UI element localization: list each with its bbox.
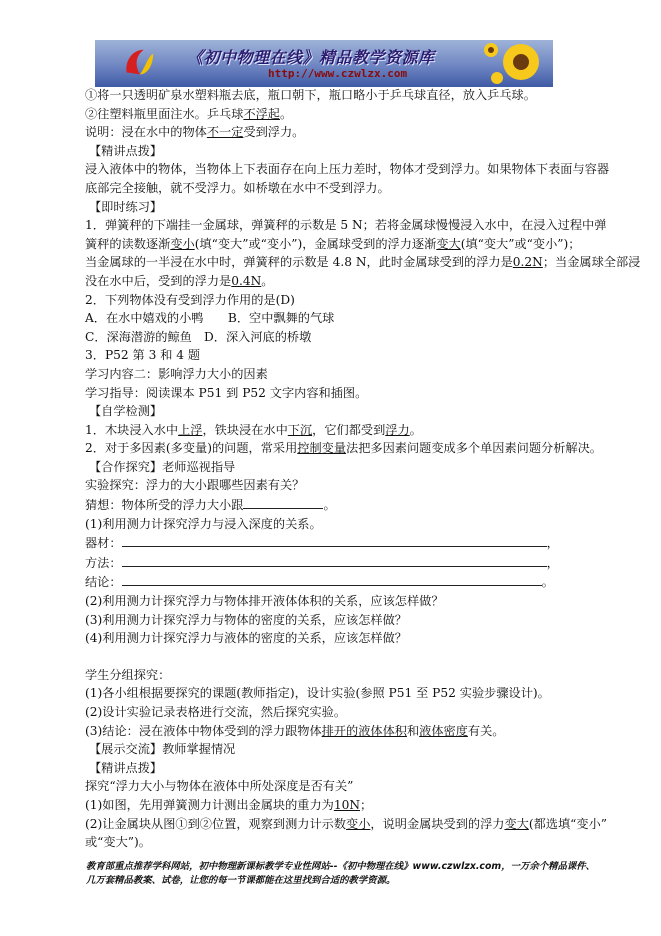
conclusion-line: 结论： 。	[85, 572, 585, 592]
group-step-2: (2)设计实验记录表格进行交流，然后探究实验。	[85, 705, 347, 719]
fill-blank[interactable]	[122, 533, 547, 547]
sunflower-icon	[477, 40, 547, 87]
section-heading: 【精讲点拨】	[89, 760, 163, 775]
fill-blank[interactable]	[122, 572, 542, 586]
section-heading: 【合作探究】老师巡视指导	[89, 459, 236, 474]
question-2-options: C．深海潜游的鲸鱼 D．深入河底的桥墩	[85, 329, 312, 344]
answer: 不一定	[206, 125, 244, 140]
answer: 变大	[436, 236, 461, 251]
banner-title: 《初中物理在线》精品教学资源库	[187, 48, 435, 67]
answer: 10N	[333, 797, 361, 812]
document-body	[85, 86, 641, 852]
answer: 控制变量	[297, 441, 347, 456]
group-step-1: (1)各小组根据要探究的课题(教师指定)，设计实验(参照 P51 至 P52 实验步骤设计)。	[85, 686, 550, 701]
answer: 液体密度	[419, 723, 468, 738]
self-test-2: 2．对于多因素(多变量)的问题，常采用控制变量法把多因素问题变成多个单因素问题分析解决。	[85, 441, 602, 456]
answer: 下沉	[287, 422, 313, 437]
banner-url[interactable]: http://www.czwlzx.com	[268, 67, 408, 80]
part-2: (2)利用测力计探究浮力与物体排开液体体积的关系，应该怎样做？	[85, 594, 444, 609]
paragraph: 浸入液体中的物体，当物体上下表面存在向上压力差时，物体才受到浮力。如果物体下表面与容器	[85, 162, 610, 177]
question-1-cont: 当金属球的一半浸在水中时，弹簧秤的示数是 4.8 N，此时金属球受到的浮力是0.2N；当金属球全部浸	[85, 255, 641, 270]
section-heading: 【展示交流】教师掌握情况	[89, 742, 236, 757]
content-title: 学习内容二：影响浮力大小的因素	[85, 366, 268, 381]
section-heading: 【精讲点拨】	[89, 143, 163, 158]
answer: 排开的液体体积	[321, 723, 407, 738]
site-logo-icon	[119, 44, 157, 82]
step-2: ②往塑料瓶里面注水。乒乓球不浮起。	[85, 106, 293, 121]
paragraph: 底部完全接触，就不受浮力。如桥墩在水中不受到浮力。	[85, 180, 390, 195]
method-line: 方法： ，	[85, 553, 585, 573]
self-test-1: 1．木块浸入水中上浮，铁块浸在水中下沉，它们都受到浮力。	[85, 422, 422, 437]
footer	[86, 860, 595, 888]
question-3: 3．P52 第 3 和 4 题	[85, 348, 201, 363]
part-1: (1)利用测力计探究浮力与浸入深度的关系。	[85, 516, 322, 531]
answer: 变小	[170, 236, 195, 251]
part-4: (4)利用测力计探究浮力与液体的密度的关系，应该怎样做？	[85, 631, 407, 646]
section-heading: 【自学检测】	[89, 404, 163, 419]
group-title: 学生分组探究：	[85, 667, 171, 682]
explore-title: 探究“浮力大小与物体在液体中所处深度是否有关”	[85, 779, 354, 794]
fill-blank[interactable]	[122, 553, 547, 567]
answer: 浮力	[385, 422, 410, 437]
guess-line: 猜想：物体所受的浮力大小跟 。	[85, 495, 585, 515]
explanation: 说明：浸在水中的物体不一定受到浮力。	[85, 125, 305, 140]
answer: 不浮起	[243, 106, 280, 121]
answer: 变大	[504, 816, 529, 831]
question-2: 2．下列物体没有受到浮力作用的是(D)	[85, 292, 295, 307]
answer: 0.4N	[231, 273, 262, 288]
equipment-line: 器材： ，	[85, 533, 585, 553]
header-banner	[95, 40, 553, 87]
step-1: ①将一只透明矿泉水塑料瓶去底，瓶口朝下，瓶口略小于乒乓球直径，放入乒乓球。	[85, 88, 536, 102]
fill-blank[interactable]	[243, 495, 323, 509]
explore-step-2-cont: 或“变大”)。	[85, 835, 151, 850]
answer: 变小	[346, 816, 371, 831]
answer: 0.2N	[512, 255, 543, 270]
part-3: (3)利用测力计探究浮力与物体的密度的关系，应该怎样做？	[85, 612, 407, 627]
question-2-options: A．在水中嬉戏的小鸭 B．空中飘舞的气球	[85, 311, 335, 326]
explore-step-1: (1)如图，先用弹簧测力计测出金属块的重力为10N；	[85, 797, 373, 812]
group-step-3: (3)结论：浸在液体中物体受到的浮力跟物体排开的液体体积和液体密度有关。	[85, 723, 505, 738]
footer-line: 几万套精品教案、试卷，让您的每一节课都能在这里找到合适的教学资源。	[86, 875, 396, 886]
study-guide: 学习指导：阅读课本 P51 到 P52 文字内容和插图。	[85, 385, 368, 400]
spacer	[85, 648, 585, 666]
question-1-cont: 簧秤的读数逐渐变小(填“变大”或“变小”)，金属球受到的浮力逐渐变大(填“变大”或“变小”)；	[85, 236, 581, 251]
footer-line: 教育部重点推荐学科网站，初中物理新课标教学专业性网站--《初中物理在线》www.czwlzx.com，一万余个精品课件、	[86, 861, 595, 872]
explore-step-2: (2)让金属块从图①到②位置，观察到测力计示数变小，说明金属块受到的浮力变大(都选填“变小”	[85, 816, 607, 831]
answer: 上浮	[178, 422, 203, 437]
question-1-cont: 没在水中后，受到的浮力是0.4N。	[85, 273, 274, 288]
question-1: 1．弹簧秤的下端挂一金属球，弹簧秤的示数是 5 N；若将金属球慢慢浸入水中，在浸入过程中弹	[85, 218, 607, 233]
section-heading: 【即时练习】	[89, 199, 163, 214]
experiment-title: 实验探究：浮力的大小跟哪些因素有关？	[85, 478, 305, 493]
